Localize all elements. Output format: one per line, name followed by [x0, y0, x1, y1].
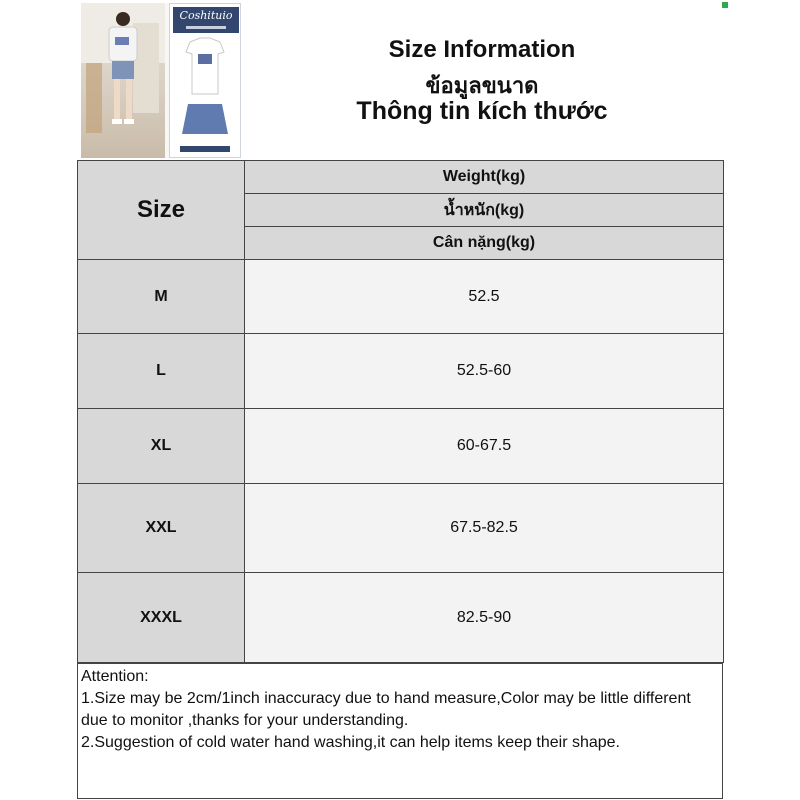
title-block: [241, 0, 723, 160]
weight-cell: 82.5-90: [245, 573, 724, 663]
attention-note-2: 2.Suggestion of cold water hand washing,it can help items keep their shape.: [81, 734, 620, 751]
attention-heading: Attention:: [81, 668, 149, 685]
attention-notes: [77, 663, 723, 799]
weight-cell: 52.5-60: [245, 334, 724, 409]
table-row: [78, 334, 724, 409]
title-english: Size Information: [388, 36, 576, 63]
product-image: [81, 3, 241, 158]
size-cell: XXXL: [78, 573, 245, 663]
attention-note-1: 1.Size may be 2cm/1inch inaccuracy due to hand measure,Color may be little different due to monitor ,thanks for your understanding.: [81, 690, 691, 729]
corner-marker: [722, 2, 728, 8]
title-thai: ข้อมูลขนาด: [425, 73, 539, 98]
size-table: [77, 160, 724, 663]
weight-cell: 67.5-82.5: [245, 484, 724, 573]
title-vietnamese: Thông tin kích thước: [356, 97, 608, 125]
size-cell: XL: [78, 409, 245, 484]
table-row: [78, 484, 724, 573]
weight-header-thai: น้ำหนัก(kg): [245, 194, 724, 227]
weight-header-vietnamese: Cân nặng(kg): [245, 227, 724, 260]
size-cell: L: [78, 334, 245, 409]
size-cell: XXL: [78, 484, 245, 573]
header: [77, 0, 723, 161]
size-cell: M: [78, 260, 245, 334]
model-photo: [81, 3, 165, 158]
table-row: [78, 409, 724, 484]
table-row: [78, 260, 724, 334]
size-column-header: Size: [78, 161, 245, 260]
size-chart: [77, 0, 723, 800]
weight-cell: 52.5: [245, 260, 724, 334]
weight-cell: 60-67.5: [245, 409, 724, 484]
weight-header-english: Weight(kg): [245, 161, 724, 194]
brand-underline: [173, 24, 239, 32]
brand-label: Coshituio: [173, 7, 239, 33]
table-row: [78, 573, 724, 663]
